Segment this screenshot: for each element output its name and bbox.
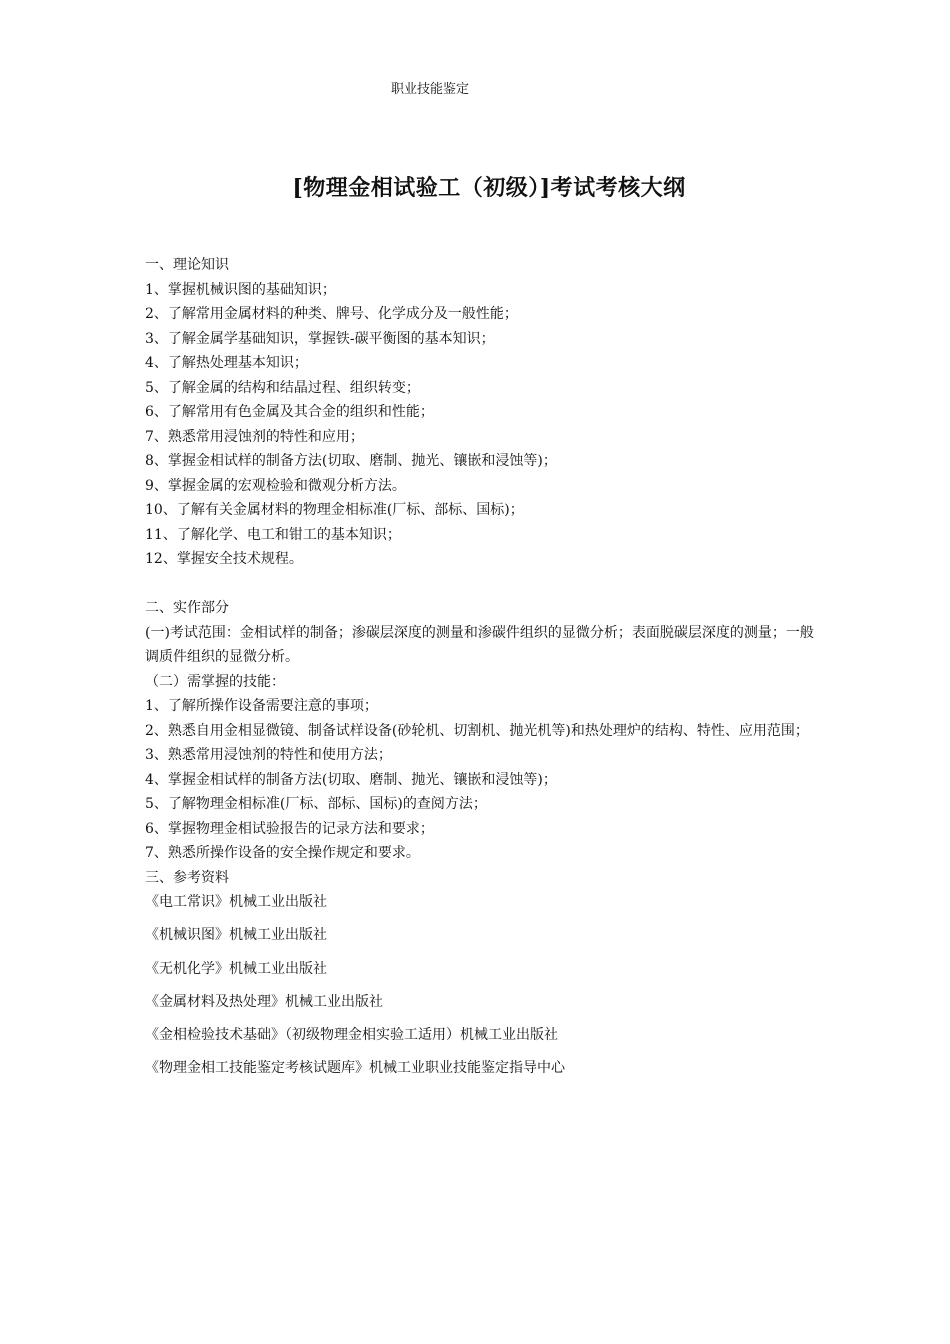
reference-item: 《金相检验技术基础》（初级物理金相实验工适用）机械工业出版社	[145, 1027, 558, 1044]
reference-item: 《电工常识》机械工业出版社	[145, 894, 327, 910]
skill-item: 3、熟悉常用浸蚀剂的特性和使用方法；	[145, 747, 392, 763]
section-spacer	[145, 572, 825, 597]
theory-item: 12、掌握安全技术规程。	[145, 551, 303, 567]
theory-item: 10、了解有关金属材料的物理金相标准(厂标、部标、国标)；	[145, 502, 524, 518]
skill-item: 7、熟悉所操作设备的安全操作规定和要求。	[145, 845, 420, 861]
skill-item: 2、熟悉自用金相显微镜、制备试样设备(砂轮机、切割机、抛光机等)和热处理炉的结构、特性、应用范围；	[145, 722, 809, 739]
skill-item: 4、掌握金相试样的制备方法(切取、磨制、抛光、镶嵌和浸蚀等)；	[145, 771, 557, 788]
reference-item: 《金属材料及热处理》机械工业出版社	[145, 993, 383, 1010]
theory-item: 5、了解金属的结构和结晶过程、组织转变；	[145, 379, 420, 396]
theory-item: 1、掌握机械识图的基础知识；	[145, 281, 336, 298]
reference-item: 《无机化学》机械工业出版社	[145, 960, 327, 977]
reference-item: 《机械识图》机械工业出版社	[145, 927, 327, 944]
exam-scope-paragraph: (一)考试范围：金相试样的制备；渗碳层深度的测量和渗碳件组织的显微分析；表面脱碳层深度的测量；一般调质件组织的显微分析。	[145, 624, 814, 665]
page-header: 职业技能鉴定	[390, 82, 469, 97]
theory-item: 11、了解化学、电工和钳工的基本知识；	[145, 526, 401, 543]
theory-item: 3、了解金属学基础知识，掌握铁-碳平衡图的基本知识；	[145, 330, 495, 347]
theory-item: 2、了解常用金属材料的种类、牌号、化学成分及一般性能；	[145, 306, 518, 322]
theory-item: 6、了解常用有色金属及其合金的组织和性能；	[145, 404, 434, 420]
document-body	[145, 253, 825, 1090]
section-heading-theory: 一、理论知识	[145, 257, 229, 273]
theory-item: 8、掌握金相试样的制备方法(切取、磨制、抛光、镶嵌和浸蚀等)；	[145, 453, 557, 469]
skill-item: 6、掌握物理金相试验报告的记录方法和要求；	[145, 820, 434, 837]
section-heading-practice: 二、实作部分	[145, 600, 229, 616]
skills-subheading: （二）需掌握的技能：	[145, 673, 285, 690]
skill-item: 1、了解所操作设备需要注意的事项；	[145, 698, 378, 714]
theory-item: 7、熟悉常用浸蚀剂的特性和应用；	[145, 428, 364, 445]
theory-item: 9、掌握金属的宏观检验和微观分析方法。	[145, 477, 406, 494]
skill-item: 5、了解物理金相标准(厂标、部标、国标)的查阅方法；	[145, 796, 487, 812]
reference-item: 《物理金相工技能鉴定考核试题库》机械工业职业技能鉴定指导中心	[145, 1060, 565, 1077]
document-title: [物理金相试验工（初级）]考试考核大纲	[292, 175, 686, 201]
theory-item: 4、了解热处理基本知识；	[145, 355, 308, 371]
section-heading-references: 三、参考资料	[145, 869, 229, 886]
